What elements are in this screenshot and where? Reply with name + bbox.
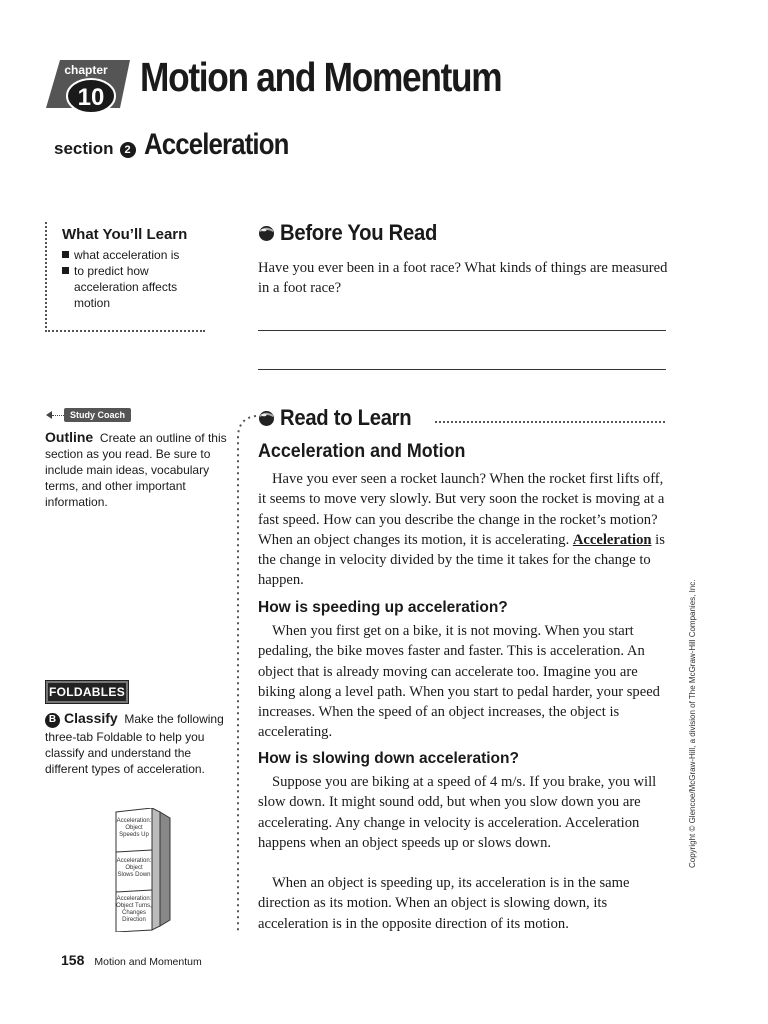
before-you-read-heading: Before You Read [258, 220, 451, 246]
read-to-learn-heading: Read to Learn [258, 405, 423, 431]
page-footer [61, 952, 202, 968]
section-label: section [54, 139, 114, 158]
list-item: to predict how acceleration affects motion [62, 263, 205, 311]
chapter-number: 10 [77, 84, 105, 111]
section-number: 2 [120, 142, 136, 158]
study-coach-lead: Outline [45, 429, 94, 445]
globe-bullet-icon [258, 410, 275, 427]
foldables-letter: B [45, 713, 60, 728]
dotted-margin-curve [226, 414, 258, 934]
before-you-read-question: Have you ever been in a foot race? What kinds of things are measured in a foot race? [258, 260, 668, 297]
foldables-body: Make the following three-tab Foldable to help you classify and understand the different types of acceleration. [45, 712, 224, 776]
what-youll-learn-list [62, 247, 205, 311]
what-youll-learn-heading: What You’ll Learn [62, 226, 188, 243]
study-coach-body: Create an outline of this section as you read. Be sure to include main ideas, vocabulary terms, and other important information. [45, 431, 227, 509]
acceleration-and-motion-heading: Acceleration and Motion [258, 441, 466, 462]
study-coach-text [45, 429, 227, 510]
paragraph-4: When an object is speeding up, its acceleration is in the same direction as its motion. When an object is slowing down, its acceleration is in the opposite direction of its motion. [258, 875, 630, 932]
foldable-tab-2: Acceleration: Object Slows Down [116, 858, 152, 878]
three-tab-foldable-icon [112, 808, 174, 932]
paragraph-3: Suppose you are biking at a speed of 4 m/s. If you brake, you will slow down. It might sound odd, but when you slow down you are accelerating. Any change in velocity is acceleration. Acceleration happens when an object speeds up or slows down. [258, 774, 657, 851]
chapter-badge [46, 58, 130, 116]
copyright-notice: Copyright © Glencoe/McGraw-Hill, a division of The McGraw-Hill Companies, Inc. [688, 579, 697, 868]
slowing-down-question-heading: How is slowing down acceleration? [258, 750, 519, 767]
footer-title: Motion and Momentum [94, 956, 202, 968]
section-header [54, 128, 312, 162]
chapter-label: chapter [64, 63, 108, 77]
foldable-tab-3: Acceleration: Object Turns, Changes Direction [116, 896, 152, 923]
foldable-tab-1: Acceleration: Object Speeds Up [116, 818, 152, 838]
foldables-text [45, 710, 227, 777]
answer-line-1[interactable] [258, 330, 666, 331]
list-item: what acceleration is [62, 247, 205, 263]
speeding-up-question-heading: How is speeding up acceleration? [258, 599, 508, 616]
section-title: Acceleration [143, 128, 289, 161]
paragraph-2: When you first get on a bike, it is not moving. When you start pedaling, the bike moves faster and faster. This is acceleration. An object that is already moving can accelerate too. Imagine you are biking along a level path. When you start to pedal harder, your speed increases. When the speed of an object increases, the object is accelerating. [258, 623, 660, 741]
study-coach-label: Study Coach [64, 408, 131, 422]
what-youll-learn-box [45, 222, 205, 332]
answer-line-2[interactable] [258, 369, 666, 370]
page-number: 158 [61, 952, 85, 968]
vocab-term-acceleration: Acceleration [572, 531, 652, 548]
globe-bullet-icon [258, 225, 275, 242]
dotted-rule [435, 421, 665, 423]
study-coach-tag [46, 408, 131, 422]
paragraph-1: Have you ever seen a rocket launch? When the rocket first lifts off, it seems to move very slowly. But very soon the rocket is moving at a fast speed. How can you describe the change in the rocket’s motion? When an object changes its motion, it is accelerating. Acceleration is the change in velocity divided by the time it takes for the change to happen. [258, 471, 665, 589]
chapter-title: Motion and Momentum [140, 54, 502, 100]
foldables-lead: Classify [64, 710, 118, 726]
foldables-logo: FOLDABLES [46, 681, 128, 703]
